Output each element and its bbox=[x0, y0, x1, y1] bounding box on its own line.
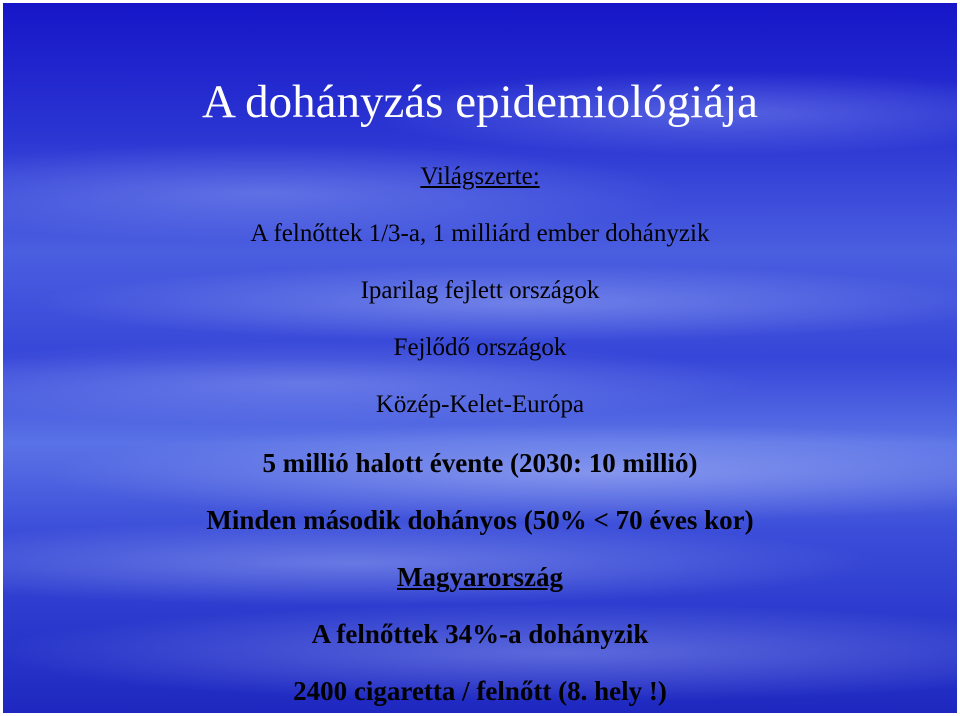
heading-hungary: Magyarország bbox=[397, 562, 563, 592]
bullet-deaths-per-year: 5 millió halott évente (2030: 10 millió) bbox=[262, 448, 698, 478]
bullet-industrial-countries: Iparilag fejlett országok bbox=[360, 277, 600, 304]
slide bbox=[3, 3, 957, 713]
bullet-developing-countries: Fejlődő országok bbox=[393, 334, 567, 361]
bullet-adults-smoke: A felnőttek 1/3-a, 1 milliárd ember dohányzik bbox=[250, 220, 710, 247]
bullet-cigarettes-per-adult: 2400 cigaretta / felnőtt (8. hely !) bbox=[293, 676, 667, 706]
bullet-hungary-adults-smoke: A felnőttek 34%-a dohányzik bbox=[311, 619, 649, 649]
bullet-every-second-smoker: Minden második dohányos (50% < 70 éves kor) bbox=[206, 505, 754, 535]
slide-title: A dohányzás epidemiológiája bbox=[201, 76, 758, 128]
bullet-central-eastern-europe: Közép-Kelet-Európa bbox=[375, 391, 585, 418]
heading-worldwide: Világszerte: bbox=[420, 163, 540, 190]
